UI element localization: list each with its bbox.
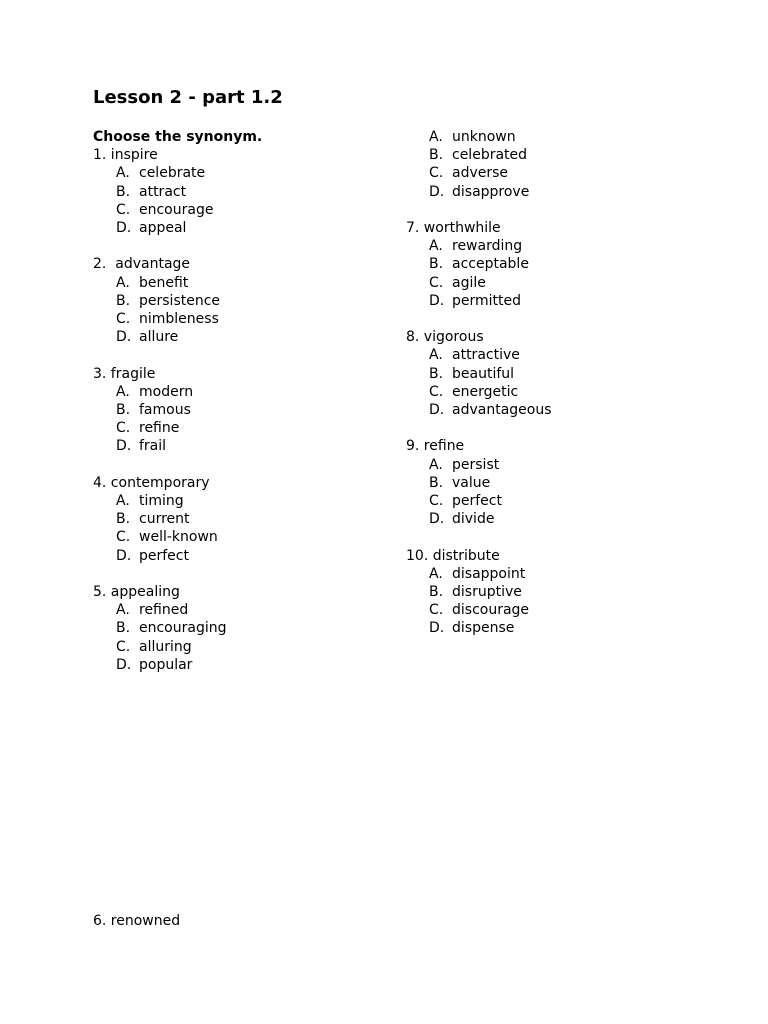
option-text: refine <box>139 420 180 437</box>
option-d <box>93 547 393 565</box>
option-text: persistence <box>139 292 221 309</box>
question-6-label: 6. renowned <box>93 913 181 929</box>
option-letter: B. <box>429 256 444 273</box>
option-text: famous <box>139 402 191 419</box>
option-b <box>93 183 393 201</box>
option-c <box>93 419 393 437</box>
option-letter: D. <box>116 329 132 346</box>
question-2 <box>93 255 393 346</box>
option-a <box>406 346 706 364</box>
option-b <box>406 365 706 383</box>
option-letter: D. <box>429 511 445 528</box>
option-a <box>93 164 393 182</box>
option-letter: D. <box>116 656 132 673</box>
option-letter: D. <box>429 402 445 419</box>
option-text: current <box>139 511 190 528</box>
option-text: disappoint <box>452 565 526 582</box>
question-8 <box>406 328 706 419</box>
spacer <box>406 419 706 437</box>
option-letter: B. <box>429 474 444 491</box>
option-letter: A. <box>429 456 443 473</box>
option-letter: C. <box>116 638 131 655</box>
option-text: well-known <box>139 529 218 546</box>
option-text: discourage <box>452 602 530 619</box>
option-text: perfect <box>452 493 502 510</box>
option-a <box>406 565 706 583</box>
option-text: permitted <box>452 292 522 309</box>
question-3 <box>93 365 393 456</box>
option-text: disapprove <box>452 183 530 200</box>
option-text: celebrated <box>452 147 528 164</box>
option-text: beautiful <box>452 365 515 382</box>
option-a <box>93 601 393 619</box>
option-text: popular <box>139 656 193 673</box>
option-c <box>93 638 393 656</box>
option-b <box>406 146 706 164</box>
option-letter: B. <box>116 292 131 309</box>
option-c <box>93 201 393 219</box>
option-text: disruptive <box>452 584 522 601</box>
option-letter: C. <box>116 529 131 546</box>
option-letter: B. <box>116 511 131 528</box>
option-d <box>406 510 706 528</box>
option-a <box>93 274 393 292</box>
option-text: refined <box>139 602 189 619</box>
option-letter: B. <box>116 620 131 637</box>
question-label: 4. contemporary <box>93 474 210 491</box>
spacer <box>93 565 393 583</box>
option-d <box>406 619 706 637</box>
question-label: 7. worthwhile <box>406 220 501 236</box>
option-letter: A. <box>116 274 130 291</box>
option-letter: A. <box>116 493 130 510</box>
spacer <box>406 310 706 328</box>
option-text: advantageous <box>452 402 552 419</box>
option-letter: D. <box>116 220 132 237</box>
option-letter: B. <box>429 147 444 164</box>
option-text: dispense <box>452 620 515 637</box>
question-label: 1. inspire <box>93 147 158 164</box>
option-text: perfect <box>139 547 189 564</box>
option-d <box>406 292 706 310</box>
option-letter: D. <box>116 547 132 564</box>
option-letter: C. <box>429 493 444 510</box>
option-a <box>93 383 393 401</box>
option-b <box>93 401 393 419</box>
option-c <box>406 492 706 510</box>
option-text: modern <box>139 383 194 400</box>
instructions: Choose the synonym. <box>93 129 263 145</box>
option-text: unknown <box>452 129 516 145</box>
option-text: encourage <box>139 201 214 218</box>
option-b <box>406 583 706 601</box>
option-c <box>406 274 706 292</box>
option-text: frail <box>139 438 167 455</box>
option-letter: C. <box>116 201 131 218</box>
option-c <box>93 310 393 328</box>
spacer <box>406 201 706 219</box>
option-text: rewarding <box>452 238 523 255</box>
option-text: nimbleness <box>139 311 219 328</box>
option-letter: D. <box>429 620 445 637</box>
question-label: 5. appealing <box>93 584 180 601</box>
option-text: allure <box>139 329 179 346</box>
question-label: 9. refine <box>406 438 465 455</box>
option-b <box>406 474 706 492</box>
option-text: adverse <box>452 165 509 182</box>
option-letter: B. <box>429 584 444 601</box>
option-a <box>406 128 706 146</box>
option-text: alluring <box>139 638 192 655</box>
spacer <box>93 237 393 255</box>
option-letter: C. <box>429 274 444 291</box>
option-letter: A. <box>116 602 130 619</box>
option-text: attractive <box>452 347 520 364</box>
option-d <box>406 183 706 201</box>
option-d <box>93 219 393 237</box>
option-letter: A. <box>429 129 443 145</box>
option-c <box>406 164 706 182</box>
option-letter: C. <box>429 602 444 619</box>
option-text: energetic <box>452 383 519 400</box>
option-text: encouraging <box>139 620 227 637</box>
option-text: divide <box>452 511 495 528</box>
option-b <box>93 619 393 637</box>
option-c <box>406 383 706 401</box>
option-letter: A. <box>116 165 130 182</box>
option-letter: C. <box>429 165 444 182</box>
option-c <box>93 528 393 546</box>
option-d <box>93 437 393 455</box>
option-text: appeal <box>139 220 187 237</box>
option-text: timing <box>139 493 184 510</box>
question-6-options <box>406 128 706 201</box>
option-a <box>93 492 393 510</box>
option-b <box>93 510 393 528</box>
option-letter: D. <box>429 183 445 200</box>
option-letter: C. <box>429 383 444 400</box>
option-letter: C. <box>116 311 131 328</box>
option-letter: B. <box>116 402 131 419</box>
option-d <box>93 328 393 346</box>
option-text: persist <box>452 456 500 473</box>
option-letter: B. <box>429 365 444 382</box>
option-letter: D. <box>429 292 445 309</box>
option-text: value <box>452 474 491 491</box>
option-letter: A. <box>429 565 443 582</box>
option-text: attract <box>139 183 187 200</box>
right-column <box>406 128 706 638</box>
spacer <box>93 346 393 364</box>
question-5 <box>93 583 393 674</box>
option-d <box>93 656 393 674</box>
option-a <box>406 456 706 474</box>
question-7 <box>406 219 706 310</box>
option-text: agile <box>452 274 486 291</box>
option-letter: B. <box>116 183 131 200</box>
page-title: Lesson 2 - part 1.2 <box>93 87 283 108</box>
option-text: celebrate <box>139 165 206 182</box>
option-b <box>406 255 706 273</box>
question-10 <box>406 547 706 638</box>
question-1 <box>93 146 393 237</box>
option-d <box>406 401 706 419</box>
question-label: 3. fragile <box>93 365 156 382</box>
option-text: acceptable <box>452 256 529 273</box>
option-letter: C. <box>116 420 131 437</box>
option-text: benefit <box>139 274 189 291</box>
question-label: 8. vigorous <box>406 329 484 346</box>
left-column <box>93 128 393 674</box>
question-4 <box>93 474 393 565</box>
spacer <box>93 456 393 474</box>
question-9 <box>406 437 706 528</box>
spacer <box>406 528 706 546</box>
option-b <box>93 292 393 310</box>
option-a <box>406 237 706 255</box>
option-letter: A. <box>429 238 443 255</box>
option-letter: A. <box>116 383 130 400</box>
option-letter: D. <box>116 438 132 455</box>
question-label: 2. advantage <box>93 256 191 273</box>
question-label: 10. distribute <box>406 547 500 564</box>
option-letter: A. <box>429 347 443 364</box>
option-c <box>406 601 706 619</box>
